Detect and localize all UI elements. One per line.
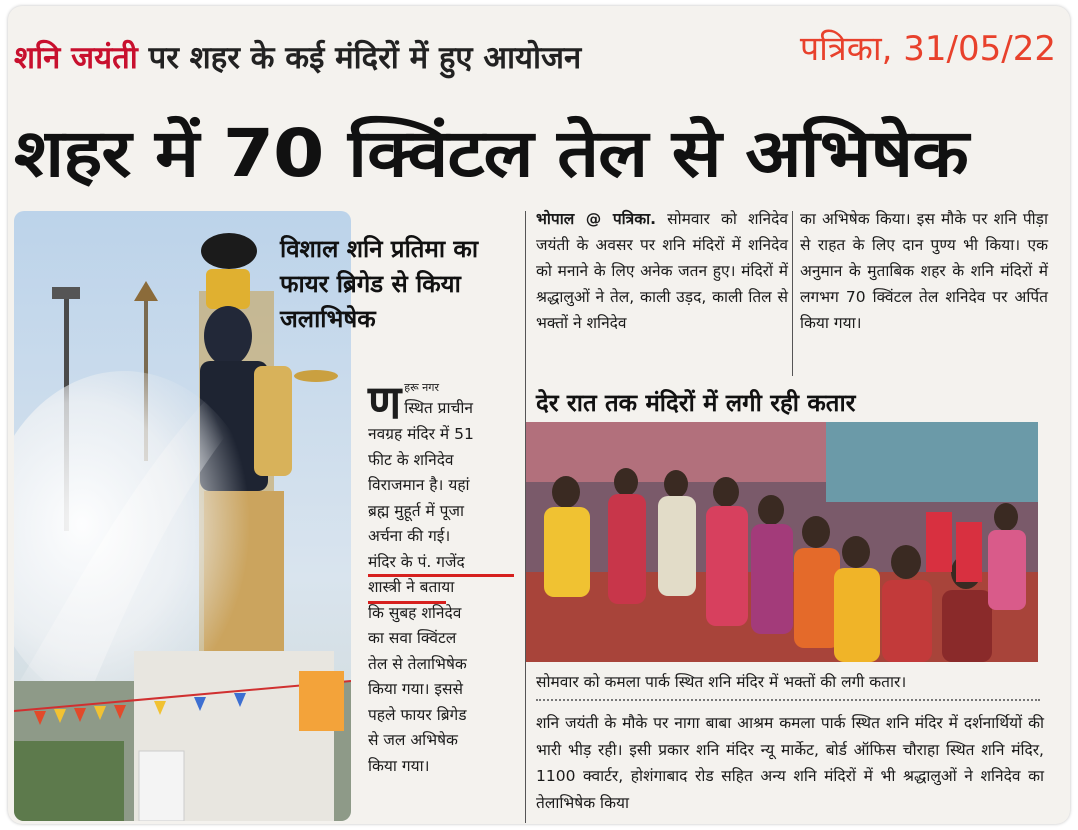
photo-caption: सोमवार को कमला पार्क स्थित शनि मंदिर में भक्तों की लगी कतार।	[536, 673, 907, 691]
body-line: स्थित प्राचीन	[404, 399, 473, 417]
body-line: अर्चना की गई।	[368, 527, 451, 545]
body-line: विराजमान है। यहां	[368, 476, 470, 494]
body-line: मंदिर के पं. गजेंद	[368, 552, 465, 571]
main-story-col-1	[536, 206, 788, 336]
main-story-col-2: का अभिषेक किया। इस मौके पर शनि पीड़ा से राहत के लिए दान पुण्य भी किया। एक अनुमान के मुताबिक शहर के शनि मंदिरों में लगभग 70 क्विंटल तेल शनिदेव पर अर्पित किया गया।	[800, 210, 1048, 332]
queue-story-title: देर रात तक मंदिरों में लगी रही कतार	[536, 389, 856, 417]
body-line: कि सुबह शनिदेव	[368, 603, 462, 622]
kicker-highlight: शनि जयंती	[14, 40, 138, 76]
body-line: से जल अभिषेक	[368, 731, 458, 749]
dotted-divider	[536, 699, 1040, 701]
body-line: ब्रह्म मुहूर्त में पूजा	[368, 501, 464, 520]
newspaper-clipping	[8, 6, 1070, 824]
body-line: का सवा क्विंटल	[368, 629, 457, 647]
column-rule	[792, 211, 793, 376]
body-line: किया गया।	[368, 756, 430, 775]
dropcap: ण	[368, 375, 402, 429]
body-line: फीट के शनिदेव	[368, 450, 454, 469]
body-line: पहले फायर ब्रिगेड	[368, 705, 467, 724]
main-story-text-1: सोमवार को शनिदेव जयंती के अवसर पर शनि मंदिरों में शनिदेव को मनाने के लिए अनेक जतन हुए। मंदिरों में श्रद्धालुओं ने तेल, काली उड़द, काली तिल से भक्तों ने शनिदेव	[536, 210, 788, 332]
photo-story-body	[368, 375, 520, 779]
body-line: नवग्रह मंदिर में 51	[368, 425, 474, 443]
publication-credit: पत्रिका, 31/05/22	[799, 29, 1056, 69]
headline: शहर में 70 क्विंटल तेल से अभिषेक	[14, 115, 968, 192]
body-line: किया गया। इससे	[368, 680, 463, 698]
temple-queue-photo	[526, 422, 1038, 662]
red-underline	[368, 574, 514, 577]
red-underline	[368, 601, 446, 604]
body-line: शास्त्री ने बताया	[368, 578, 455, 596]
body-line: तेल से तेलाभिषेक	[368, 654, 467, 673]
body-line: हरू नगर	[404, 381, 439, 394]
dateline: भोपाल @ पत्रिका.	[536, 210, 657, 228]
photo-story-title: विशाल शनि प्रतिमा का फायर ब्रिगेड से किया जलाभिषेक	[280, 235, 479, 333]
queue-story-body: शनि जयंती के मौके पर नागा बाबा आश्रम कमला पार्क स्थित शनि मंदिर में दर्शनार्थियों की भारी भीड़ रही। इसी प्रकार शनि मंदिर न्यू मार्केट, बोर्ड ऑफिस चौराहा स्थित शनि मंदिर, 1100 क्वार्टर, होशंगाबाद रोड सहित अन्य शनि मंदिरों में भी श्रद्धालुओं ने शनिदेव का तेलाभिषेक किया	[536, 714, 1044, 812]
kicker-rest: पर शहर के कई मंदिरों में हुए आयोजन	[137, 40, 582, 76]
kicker-line	[14, 36, 581, 78]
